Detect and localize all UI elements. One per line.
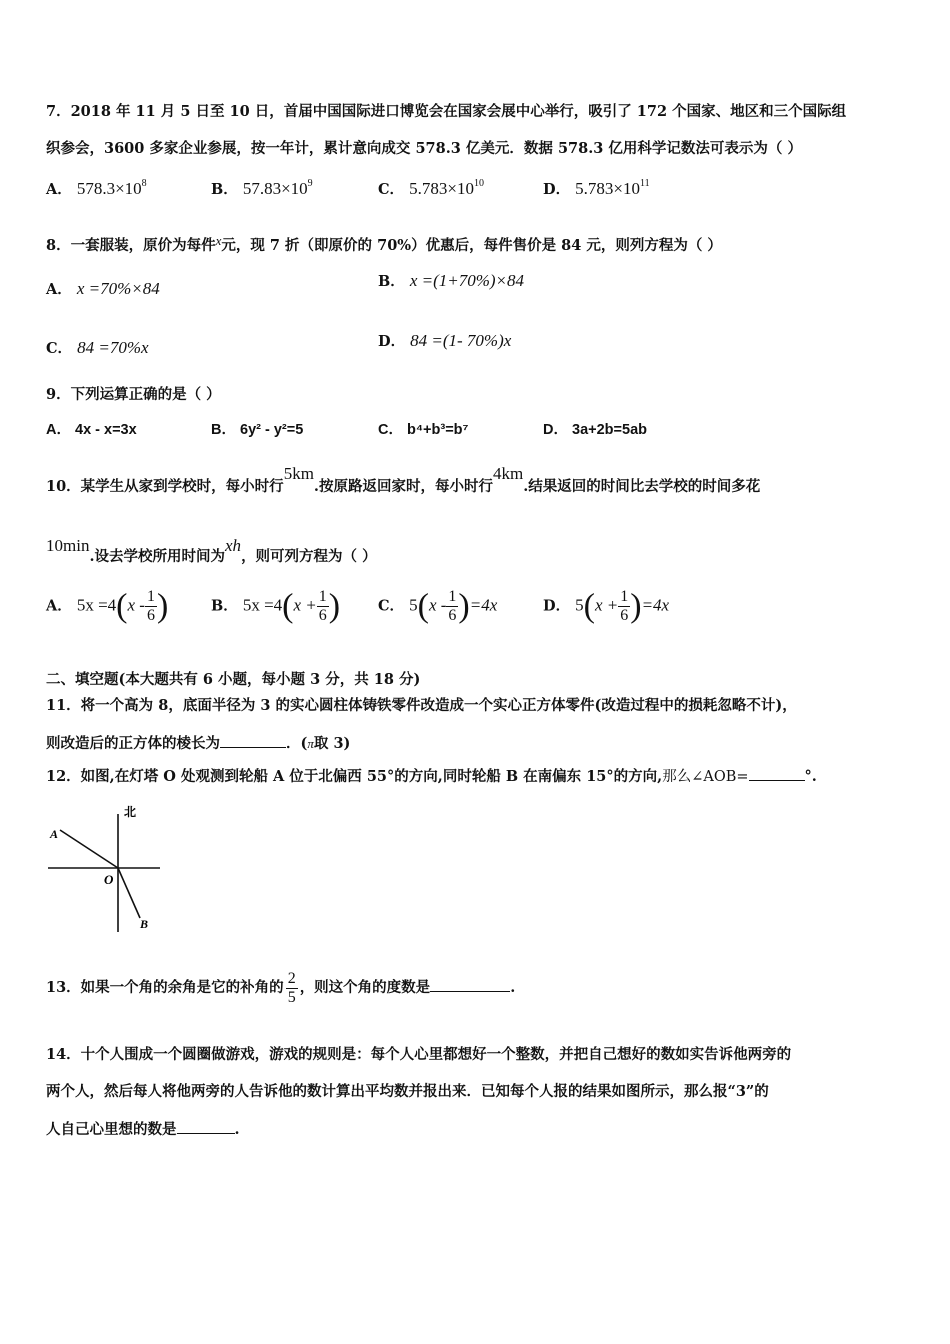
- bearing-figure: [40, 800, 180, 940]
- q10-option-b: B． 5x =4(x + $\frac{1}{6}$ ): [211, 587, 341, 625]
- answer-blank[interactable]: [430, 977, 510, 992]
- q14-stem-line3: 人自己心里想的数是 .: [46, 1121, 240, 1138]
- q8-stem: 8．一套服装，原价为每件x元，现 7 折（即原价的 70%）优惠后，每件售价是 84 元，则列方程为（ ）: [46, 233, 722, 254]
- q14-stem-line2: 两个人，然后每人将他两旁的人告诉他的数计算出平均数并报出来．已知每个人报的结果如图所示，那么报“3”的: [46, 1083, 769, 1100]
- ray-oa: [60, 830, 118, 868]
- q9-stem: 9．下列运算正确的是（ ）: [46, 386, 221, 403]
- option-label: A．: [46, 181, 72, 198]
- option-expr: $57.83\times 10^9$: [242, 178, 313, 198]
- q7-option-a: [46, 178, 147, 199]
- q7-option-c: [378, 178, 484, 199]
- q10-stem-line2: 10min.设去学校所用时间为xh，则可列方程为（ ）: [46, 536, 377, 565]
- q10-stem-line1: 10．某学生从家到学校时，每小时行5km.按原路返回家时，每小时行4km.结果返回的时间比去学校的时间多花: [46, 464, 761, 495]
- option-label: B．: [211, 181, 238, 198]
- q9-option-b: B． 6y² - y²=5: [211, 422, 304, 438]
- q10-option-d: D． 5(x + $\frac{1}{6}$ )=4x: [543, 587, 670, 625]
- option-expr: $5.783\times 10^{11}$: [575, 178, 650, 198]
- section-title: 二、填空题(本大题共有 6 小题，每小题 3 分，共 18 分): [46, 671, 421, 688]
- q8-option-b: B． x =(1+70%)×84: [378, 271, 525, 290]
- q7-option-d: [543, 178, 650, 199]
- q11-stem-line2: 则改造后的正方体的棱长为 ．(π取 3): [46, 735, 351, 752]
- answer-blank[interactable]: [749, 766, 805, 781]
- point-a-label: A: [50, 827, 59, 841]
- option-label: C．: [378, 181, 405, 198]
- q8-option-a: A． x =70%×84: [46, 279, 160, 298]
- q7-stem-line1: 7．2018 年 11 月 5 日至 10 日，首届中国国际进口博览会在国家会展中心举行，吸引了 172 个国家、地区和三个国际组: [46, 103, 847, 120]
- north-label: 北: [124, 805, 137, 819]
- q9-option-d: D． 3a+2b=5ab: [543, 422, 647, 438]
- point-o-label: O: [104, 872, 114, 887]
- answer-blank[interactable]: [177, 1119, 235, 1134]
- option-label: D．: [543, 181, 571, 198]
- q11-stem-line1: 11．将一个高为 8，底面半径为 3 的实心圆柱体铸铁零件改造成一个实心正方体零件(改造过程中的损耗忽略不计)，: [46, 697, 797, 714]
- q12-stem: 12．如图,在灯塔 O 处观测到轮船 A 位于北偏西 55°的方向,同时轮船 B 在南偏东 15°的方向,那么∠AOB= °.: [46, 768, 817, 785]
- option-expr: $5.783\times 10^{10}$: [409, 178, 484, 198]
- q10-option-a: A． 5x =4(x - $\frac{1}{6}$ ): [46, 587, 169, 625]
- q7-option-b: [211, 178, 313, 199]
- ray-ob: [118, 868, 140, 918]
- q10-option-c: C． 5(x - $\frac{1}{6}$ )=4x: [378, 587, 498, 625]
- point-b-label: B: [140, 917, 149, 931]
- q7-stem-line2: 织参会，3600 多家企业参展，按一年计，累计意向成交 578.3 亿美元．数据 578.3 亿用科学记数法可表示为（ ）: [46, 140, 802, 157]
- q8-option-d: D． 84 =(1- 70%)x: [378, 331, 512, 350]
- q8-option-c: C． 84 =70%x: [46, 338, 149, 357]
- q9-option-c: C． b⁴+b³=b⁷: [378, 422, 469, 438]
- q14-stem-line1: 14．十个人围成一个圆圈做游戏，游戏的规则是：每个人心里都想好一个整数，并把自己想好的数如实告诉他两旁的: [46, 1046, 792, 1063]
- q9-option-a: A． 4x - x=3x: [46, 422, 137, 438]
- answer-blank[interactable]: [220, 733, 286, 748]
- option-expr: $578.3\times 10^8$: [76, 178, 147, 198]
- q13-stem: 13．如果一个角的余角是它的补角的 $\frac{2}{5}$ ，则这个角的度数是 .: [46, 969, 516, 1006]
